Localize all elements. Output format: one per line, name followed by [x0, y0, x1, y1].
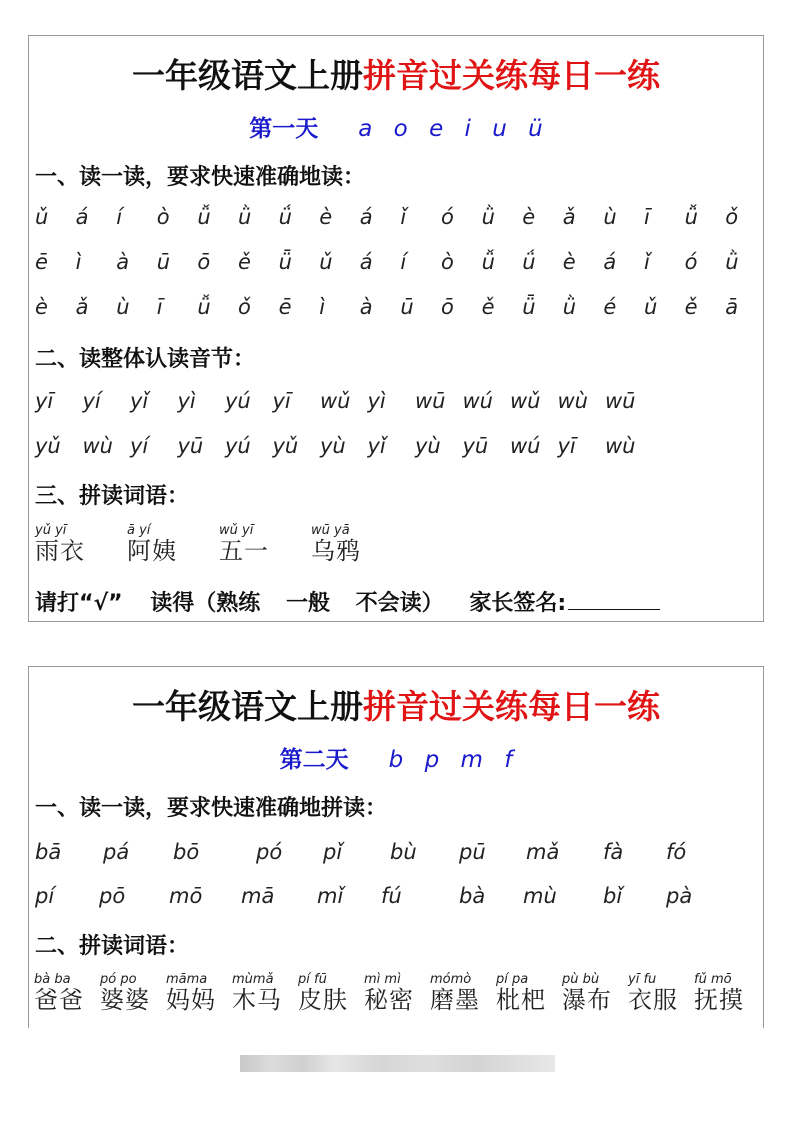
- pinyin-syllable: mǎ: [526, 840, 560, 864]
- pinyin-syllable: pō: [99, 884, 126, 908]
- word-pinyin: yǔ yī: [35, 523, 67, 538]
- pinyin-syllable: ó: [684, 250, 698, 274]
- pinyin-syllable: pó: [256, 840, 283, 864]
- word-hanzi: 木马: [232, 986, 282, 1014]
- pinyin-syllable: ì: [75, 250, 82, 274]
- pinyin-syllable: bō: [173, 840, 200, 864]
- pinyin-syllable: ǐ: [400, 205, 407, 229]
- pinyin-syllable: bù: [390, 840, 417, 864]
- parent-signature-label: 家长签名:: [469, 591, 567, 616]
- pinyin-syllable: ǜ: [725, 250, 739, 274]
- word-pinyin: pó po: [100, 972, 137, 987]
- word-pinyin: pí fū: [298, 972, 327, 987]
- option-average[interactable]: 一般: [285, 591, 330, 616]
- word-hanzi: 阿姨: [127, 537, 177, 565]
- word-hanzi: 妈妈: [166, 986, 216, 1014]
- pinyin-syllable: ū: [156, 250, 171, 274]
- pinyin-syllable: ǘ: [522, 250, 536, 274]
- day-subtitle: [29, 741, 763, 774]
- pinyin-syllable: fú: [381, 884, 402, 908]
- blurred-watermark: [240, 1055, 555, 1072]
- day-label: 第二天: [279, 747, 349, 773]
- pinyin-syllable: ǚ: [481, 250, 495, 274]
- pinyin-syllable: ō: [441, 295, 454, 319]
- pinyin-syllable: fà: [603, 840, 624, 864]
- section-heading-read: 一、读一读，要求快速准确地拼读：: [35, 796, 388, 821]
- pinyin-syllable: ī: [156, 295, 163, 319]
- pinyin-syllable: yī: [557, 434, 576, 458]
- pinyin-syllable: yū: [177, 434, 204, 458]
- worksheet-day-1: [28, 35, 764, 622]
- pinyin-syllable: è: [562, 250, 576, 274]
- word-pinyin: bà ba: [34, 972, 71, 987]
- pinyin-word: [127, 524, 177, 564]
- pinyin-syllable: wǔ: [510, 389, 541, 413]
- pinyin-word: [364, 973, 414, 1013]
- pinyin-syllable: í: [116, 205, 123, 229]
- pinyin-syllable: è: [522, 205, 536, 229]
- pinyin-syllable: pà: [666, 884, 693, 908]
- pinyin-word: [100, 973, 150, 1013]
- word-pinyin: māma: [166, 972, 208, 987]
- pinyin-syllable: ō: [197, 250, 211, 274]
- pinyin-syllable: yí: [82, 389, 101, 413]
- pinyin-syllable: ū: [400, 295, 414, 319]
- section-heading-read: 一、读一读，要求快速准确地读：: [35, 165, 366, 190]
- read-label: 读得（: [150, 591, 217, 616]
- word-hanzi: 枇杷: [496, 986, 546, 1014]
- pinyin-syllable: wǔ: [320, 389, 351, 413]
- pinyin-syllable: mù: [523, 884, 557, 908]
- pinyin-syllable: ò: [156, 205, 170, 229]
- word-hanzi: 爸爸: [34, 986, 84, 1014]
- section-heading-whole-syllables: 二、读整体认读音节：: [35, 347, 256, 372]
- pinyin-syllable: bǐ: [603, 884, 623, 908]
- close-paren: ）: [421, 591, 444, 616]
- word-pinyin: pù bù: [562, 972, 600, 987]
- pinyin-syllable: yǐ: [367, 434, 386, 458]
- pinyin-syllable: yū: [462, 434, 489, 458]
- word-hanzi: 皮肤: [298, 986, 348, 1014]
- pinyin-syllable: yì: [177, 389, 196, 413]
- pinyin-word: [166, 973, 216, 1013]
- pinyin-syllable: ǜ: [238, 205, 252, 229]
- pinyin-syllable: wú: [510, 434, 541, 458]
- pinyin-syllable: wú: [462, 389, 493, 413]
- pinyin-syllable: yǐ: [130, 389, 149, 413]
- word-hanzi: 抚摸: [694, 986, 744, 1014]
- pinyin-syllable: ì: [319, 295, 326, 319]
- pinyin-syllable: ǔ: [644, 295, 658, 319]
- pinyin-syllable: yì: [367, 389, 386, 413]
- pinyin-syllable: ǚ: [197, 295, 211, 319]
- pinyin-syllable: yǔ: [35, 434, 61, 458]
- pinyin-syllable: ǚ: [197, 205, 211, 229]
- pinyin-syllable: á: [75, 205, 89, 229]
- day-subtitle: [29, 110, 763, 143]
- pinyin-syllable: yī: [272, 389, 291, 413]
- pinyin-syllable: ǐ: [644, 250, 650, 274]
- word-hanzi: 秘密: [364, 986, 414, 1014]
- pinyin-syllable: ǒ: [238, 295, 251, 319]
- pinyin-syllable: yī: [35, 389, 54, 413]
- pinyin-syllable: wū: [605, 389, 636, 413]
- pinyin-syllable: è: [35, 295, 48, 319]
- pinyin-syllable: ā: [725, 295, 739, 319]
- word-hanzi: 磨墨: [430, 986, 480, 1014]
- pinyin-syllable: ǒ: [725, 205, 739, 229]
- pinyin-word: [430, 973, 480, 1013]
- pinyin-syllable: mǐ: [317, 884, 344, 908]
- pinyin-word: [232, 973, 282, 1013]
- pinyin-syllable: mō: [169, 884, 203, 908]
- pinyin-syllable: ě: [481, 295, 495, 319]
- pinyin-syllable: pū: [459, 840, 486, 864]
- pinyin-syllable: á: [359, 250, 373, 274]
- pinyin-syllable: à: [116, 250, 130, 274]
- title-red-part: 拼音过关练每日一练: [363, 687, 660, 726]
- pinyin-word: [562, 973, 612, 1013]
- word-pinyin: wū yā: [311, 523, 350, 538]
- pinyin-syllable: ǖ: [278, 250, 292, 274]
- day-letters: b p m f: [388, 747, 513, 773]
- pinyin-syllable: mā: [241, 884, 275, 908]
- worksheet-title: [29, 50, 763, 97]
- pinyin-syllable: ē: [35, 250, 48, 274]
- word-hanzi: 瀑布: [562, 986, 612, 1014]
- pinyin-syllable: bā: [35, 840, 62, 864]
- word-pinyin: ā yí: [127, 523, 151, 538]
- pinyin-syllable: pá: [103, 840, 130, 864]
- pinyin-syllable: ē: [278, 295, 292, 319]
- pinyin-word: [496, 973, 546, 1013]
- title-black-part: 一年级语文上册: [132, 56, 363, 95]
- parent-signature-field[interactable]: [568, 591, 660, 610]
- day-label: 第一天: [249, 116, 319, 142]
- pinyin-syllable: ǜ: [481, 205, 495, 229]
- word-pinyin: mùmǎ: [232, 972, 274, 987]
- word-hanzi: 婆婆: [100, 986, 150, 1014]
- check-prompt: 请打“√”: [35, 591, 123, 616]
- pinyin-syllable: á: [359, 205, 373, 229]
- pinyin-word: [35, 524, 85, 564]
- worksheet-day-2: [28, 666, 764, 1028]
- title-black-part: 一年级语文上册: [132, 687, 363, 726]
- word-hanzi: 雨衣: [35, 537, 85, 565]
- pinyin-syllable: bà: [459, 884, 486, 908]
- pinyin-syllable: ǔ: [35, 205, 49, 229]
- word-hanzi: 衣服: [628, 986, 678, 1014]
- pinyin-syllable: í: [400, 250, 407, 274]
- pinyin-syllable: wù: [82, 434, 113, 458]
- pinyin-syllable: ǎ: [75, 295, 89, 319]
- word-pinyin: wǔ yī: [219, 523, 254, 538]
- pinyin-syllable: yù: [415, 434, 441, 458]
- worksheet-title: [29, 681, 763, 728]
- option-cannot-read[interactable]: 不会读: [355, 591, 422, 616]
- pinyin-syllable: ǖ: [522, 295, 536, 319]
- pinyin-syllable: ī: [644, 205, 650, 229]
- pinyin-syllable: yù: [320, 434, 346, 458]
- word-pinyin: yī fu: [628, 972, 657, 987]
- pinyin-syllable: wù: [605, 434, 636, 458]
- word-hanzi: 乌鸦: [311, 537, 361, 565]
- pinyin-syllable: wù: [557, 389, 588, 413]
- pinyin-syllable: é: [603, 295, 617, 319]
- word-pinyin: mómò: [430, 972, 472, 987]
- pinyin-syllable: ě: [238, 250, 251, 274]
- pinyin-syllable: yú: [225, 434, 251, 458]
- pinyin-syllable: ù: [116, 295, 130, 319]
- title-red-part: 拼音过关练每日一练: [363, 56, 660, 95]
- word-pinyin: mì mì: [364, 972, 401, 987]
- pinyin-syllable: wū: [415, 389, 446, 413]
- pinyin-syllable: pí: [35, 884, 55, 908]
- pinyin-syllable: ǎ: [562, 205, 576, 229]
- pinyin-syllable: yú: [225, 389, 251, 413]
- pinyin-word: [694, 973, 744, 1013]
- pinyin-syllable: yí: [130, 434, 149, 458]
- pinyin-syllable: yǔ: [272, 434, 299, 458]
- word-pinyin: fǔ mō: [694, 972, 732, 987]
- pinyin-syllable: à: [359, 295, 373, 319]
- pinyin-word: [628, 973, 678, 1013]
- pinyin-syllable: á: [603, 250, 617, 274]
- option-fluent[interactable]: 熟练: [216, 591, 261, 616]
- pinyin-word: [298, 973, 348, 1013]
- pinyin-syllable: fó: [666, 840, 687, 864]
- pinyin-syllable: ǜ: [562, 295, 577, 319]
- pinyin-syllable: è: [319, 205, 333, 229]
- pinyin-syllable: ò: [441, 250, 454, 274]
- reading-feedback-line: [35, 586, 660, 617]
- pinyin-word: [311, 524, 361, 564]
- word-hanzi: 五一: [219, 537, 269, 565]
- pinyin-syllable: ě: [684, 295, 698, 319]
- pinyin-syllable: ǔ: [319, 250, 333, 274]
- section-heading-words: 二、拼读词语：: [35, 934, 190, 959]
- day-letters: a o e i u ü: [358, 116, 543, 142]
- word-pinyin: pí pa: [496, 972, 529, 987]
- pinyin-word: [34, 973, 84, 1013]
- pinyin-word: [219, 524, 269, 564]
- pinyin-syllable: ǚ: [684, 205, 698, 229]
- pinyin-syllable: ǘ: [278, 205, 292, 229]
- pinyin-syllable: ó: [441, 205, 454, 229]
- pinyin-syllable: ù: [603, 205, 617, 229]
- section-heading-words: 三、拼读词语：: [35, 484, 190, 509]
- pinyin-syllable: pǐ: [323, 840, 343, 864]
